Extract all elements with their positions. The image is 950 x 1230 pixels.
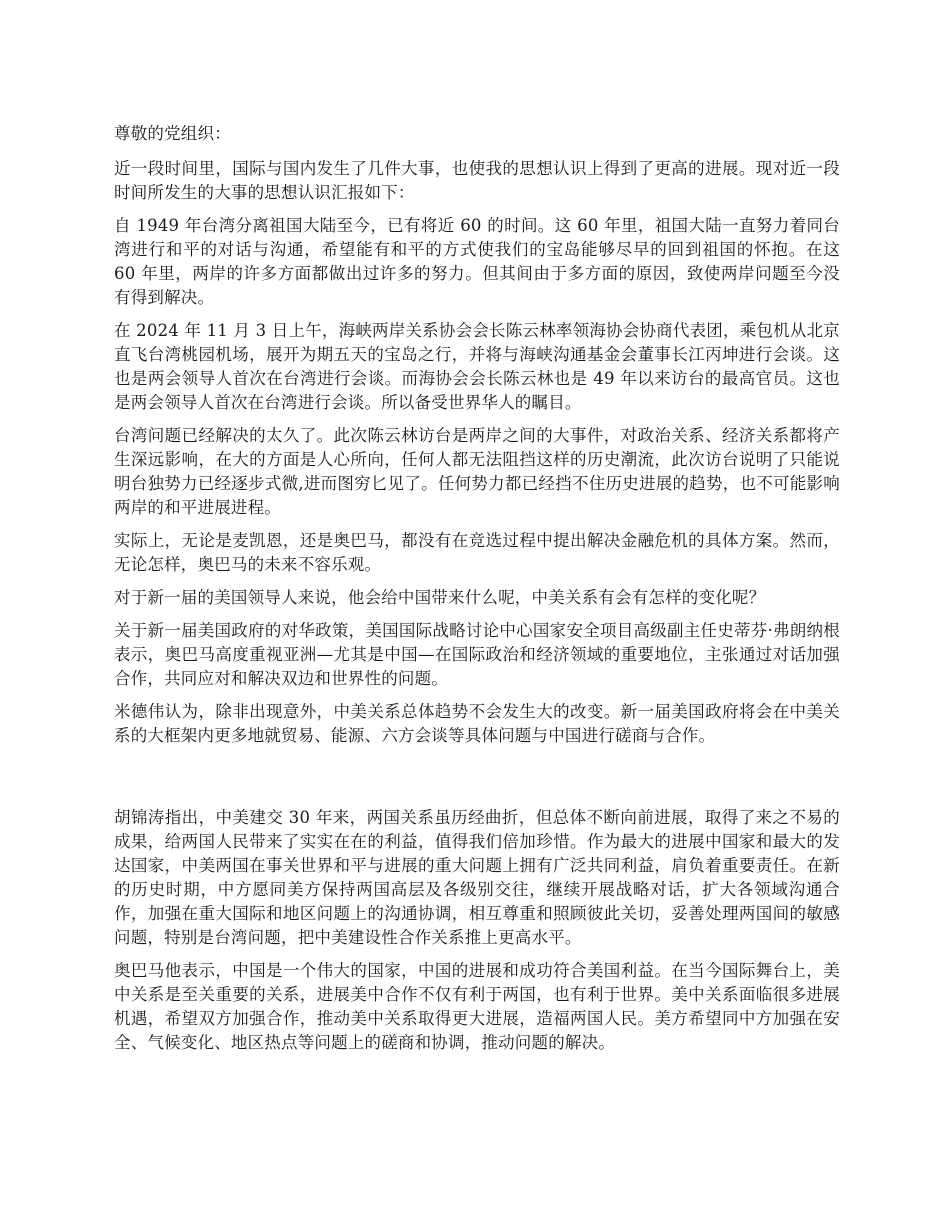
paragraph-us-policy: 关于新一届美国政府的对华政策，美国国际战略讨论中心国家安全项目高级副主任史蒂芬·弗朗纳根表示，奥巴马高度重视亚洲—尤其是中国—在国际政治和经济领域的重要地位，主张通过对话加强合作，共同应对和解决双边和世界性的问题。 <box>114 621 840 688</box>
paragraph-taiwan-history: 自 1949 年台湾分离祖国大陆至今，已有将近 60 的时间。这 60 年里，祖国大陆一直努力着同台湾进行和平的对话与沟通，希望能有和平的方式使我们的宝岛能够尽早的回到祖国的怀抱。在这 60 年里，两岸的许多方面都做出过许多的努力。但其间由于多方面的原因，致使两岸问题至今没有得到解决。 <box>114 216 840 307</box>
salutation: 尊敬的党组织： <box>114 124 231 143</box>
paragraph-us-election: 实际上，无论是麦凯恩，还是奥巴马，都没有在竞选过程中提出解决金融危机的具体方案。然而，无论怎样，奥巴马的未来不容乐观。 <box>114 531 840 574</box>
paragraph-chen-yunlin-visit: 在 2024 年 11 月 3 日上午，海峡两岸关系协会会长陈云林率领海协会协商代表团，乘包机从北京直飞台湾桃园机场，展开为期五天的宝岛之行，并将与海峡沟通基金会董事长江丙坤进行会谈。这也是两会领导人首次在台湾进行会谈。而海协会会长陈云林也是 49 年以来访台的最高官员。这也是两会领导人首次在台湾进行会谈。所以备受世界华人的瞩目。 <box>114 321 840 412</box>
paragraph-question: 对于新一届的美国领导人来说，他会给中国带来什么呢，中美关系有会有怎样的变化呢？ <box>114 588 766 607</box>
paragraph-overall-trend: 米德伟认为，除非出现意外，中美关系总体趋势不会发生大的改变。新一届美国政府将会在中美关系的大框架内更多地就贸易、能源、六方会谈等具体问题与中国进行磋商与合作。 <box>114 702 840 745</box>
paragraph-hu-jintao: 胡锦涛指出，中美建交 30 年来，两国关系虽历经曲折，但总体不断向前进展，取得了来之不易的成果，给两国人民带来了实实在在的利益，值得我们倍加珍惜。作为最大的进展中国家和最大的发达国家，中美两国在事关世界和平与进展的重大问题上拥有广泛共同利益，肩负着重要责任。在新的历史时期，中方愿同美方保持两国高层及各级别交往，继续开展战略对话，扩大各领域沟通合作，加强在重大国际和地区问题上的沟通协调，相互尊重和照顾彼此关切，妥善处理两国间的敏感问题，特别是台湾问题，把中美建设性合作关系推上更高水平。 <box>114 808 840 947</box>
paragraph-taiwan-issue: 台湾问题已经解决的太久了。此次陈云林访台是两岸之间的大事件，对政治关系、经济关系都将产生深远影响，在大的方面是人心所向，任何人都无法阻挡这样的历史潮流，此次访台说明了只能说明台独势力已经逐步式微,进而图穷匕见了。任何势力都已经挡不住历史进展的趋势，也不可能影响两岸的和平进展进程。 <box>114 426 840 517</box>
paragraph-obama: 奥巴马他表示，中国是一个伟大的国家，中国的进展和成功符合美国利益。在当今国际舞台上，美中关系是至关重要的关系，进展美中合作不仅有利于两国，也有利于世界。美中关系面临很多进展机遇，希望双方加强合作，推动美中关系取得更大进展，造福两国人民。美方希望同中方加强在安全、气候变化、地区热点等问题上的磋商和协调，推动问题的解决。 <box>114 961 840 1052</box>
document-body <box>114 122 840 1064</box>
paragraph-intro: 近一段时间里，国际与国内发生了几件大事，也使我的思想认识上得到了更高的进展。现对近一段时间所发生的大事的思想认识汇报如下： <box>114 159 840 202</box>
